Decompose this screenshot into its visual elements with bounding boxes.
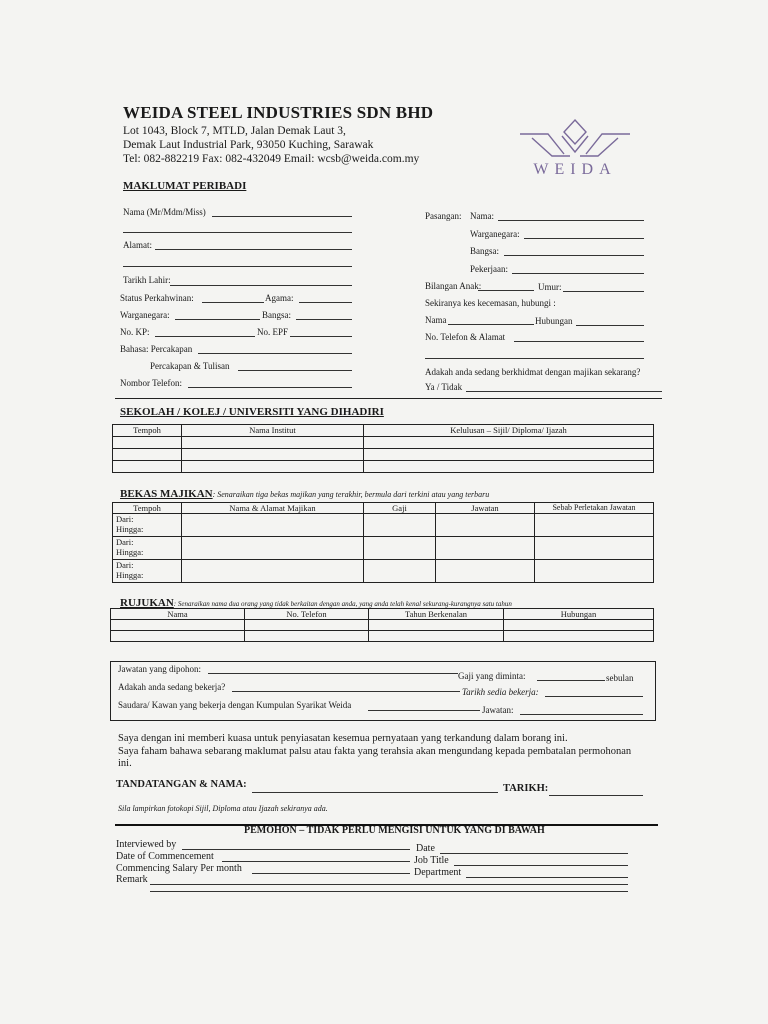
employer-header-jawatan: Jawatan <box>436 503 535 514</box>
status-label: Status Perkahwinan: <box>120 293 194 303</box>
nama-field[interactable] <box>212 216 352 217</box>
reference-header-nama: Nama <box>111 609 245 620</box>
school-section-title: SEKOLAH / KOLEJ / UNIVERSITI YANG DIHADIRI <box>120 406 384 418</box>
tarikh-field[interactable] <box>549 795 643 796</box>
pasangan-warganegara-field[interactable] <box>524 238 644 239</box>
alamat-field-2[interactable] <box>123 266 352 267</box>
telefon-field[interactable] <box>188 387 352 388</box>
tarikh-lahir-label: Tarikh Lahir: <box>123 275 171 285</box>
no-epf-label: No. EPF <box>257 327 289 337</box>
umur-field[interactable] <box>563 291 644 292</box>
saudara-field[interactable] <box>368 710 480 711</box>
job-title-field[interactable] <box>454 865 628 866</box>
pasangan-bangsa-label: Bangsa: <box>470 246 499 256</box>
table-row[interactable] <box>113 461 654 473</box>
bangsa-label: Bangsa: <box>262 310 291 320</box>
declaration-line2: Saya faham bahawa sebarang maklumat palsu atau fakta yang terahsia akan mengundang kepada pembatalan permohonan <box>118 745 632 757</box>
warganegara-field[interactable] <box>175 319 260 320</box>
employer-section-heading <box>120 484 489 502</box>
status-field[interactable] <box>202 302 264 303</box>
bilangan-anak-field[interactable] <box>478 290 534 291</box>
reference-table <box>110 608 654 642</box>
hubungan-field[interactable] <box>576 325 644 326</box>
no-epf-field[interactable] <box>290 336 352 337</box>
jawatan-dipohon-field[interactable] <box>208 673 458 674</box>
jawatan-saudara-field[interactable] <box>520 714 643 715</box>
hingga-label: Hingga: <box>116 547 144 557</box>
office-section-title: PEMOHON – TIDAK PERLU MENGISI UNTUK YANG DI BAWAH <box>244 825 545 836</box>
commencement-label: Date of Commencement <box>116 851 214 862</box>
gaji-diminta-label: Gaji yang diminta: <box>458 671 526 681</box>
agama-field[interactable] <box>299 302 352 303</box>
signature-label: TANDATANGAN & NAMA: <box>116 779 247 790</box>
telefon-label: Nombor Telefon: <box>120 378 182 388</box>
employer-header-gaji: Gaji <box>364 503 436 514</box>
salary-field[interactable] <box>252 873 410 874</box>
declaration-line1: Saya dengan ini memberi kuasa untuk penyiasatan kesemua pernyataan yang terkandung dalam borang ini. <box>118 733 568 744</box>
employer-header-sebab: Sebab Perletakan Jawatan <box>535 503 654 514</box>
school-header-tempoh: Tempoh <box>113 425 182 437</box>
tarikh-label: TARIKH: <box>503 783 549 794</box>
kecemasan-nama-field[interactable] <box>448 324 534 325</box>
date-field[interactable] <box>440 853 628 854</box>
signature-field[interactable] <box>252 792 498 793</box>
jawatan-saudara-label: Jawatan: <box>482 705 514 715</box>
employer-section-title: BEKAS MAJIKAN <box>120 488 213 500</box>
employer-header-tempoh: Tempoh <box>113 503 182 514</box>
remark-field-2[interactable] <box>150 891 628 892</box>
personal-section-title: MAKLUMAT PERIBADI <box>123 180 247 192</box>
bilangan-anak-label: Bilangan Anak: <box>425 281 482 291</box>
table-row[interactable] <box>113 449 654 461</box>
no-kp-field[interactable] <box>155 336 255 337</box>
table-row[interactable] <box>111 631 654 642</box>
berkhidmat-field[interactable] <box>466 391 662 392</box>
berkhidmat-question: Adakah anda sedang berkhidmat dengan majikan sekarang? <box>425 367 641 377</box>
umur-label: Umur: <box>538 282 562 292</box>
dari-label: Dari: <box>116 537 134 547</box>
dari-label: Dari: <box>116 514 134 524</box>
declaration-text <box>118 733 642 771</box>
attachment-note: Sila lampirkan fotokopi Sijil, Diploma atau Ijazah sekiranya ada. <box>118 804 328 813</box>
nama-label: Nama (Mr/Mdm/Miss) <box>123 207 206 217</box>
salary-label: Commencing Salary Per month <box>116 863 242 874</box>
no-kp-label: No. KP: <box>120 327 150 337</box>
kecemasan-nama-label: Nama <box>425 315 447 325</box>
bangsa-field[interactable] <box>296 319 352 320</box>
pasangan-bangsa-field[interactable] <box>504 255 644 256</box>
company-contact: Tel: 082-882219 Fax: 082-432049 Email: wcsb@weida.com.my <box>123 153 420 165</box>
kecemasan-label: Sekiranya kes kecemasan, hubungi : <box>425 298 556 308</box>
warganegara-label: Warganegara: <box>120 310 170 320</box>
declaration-line3: ini. <box>118 758 132 769</box>
pasangan-pekerjaan-field[interactable] <box>512 273 644 274</box>
remark-field[interactable] <box>150 884 628 885</box>
table-row[interactable] <box>111 620 654 631</box>
reference-header-tahun: Tahun Berkenalan <box>369 609 504 620</box>
job-title-label: Job Title <box>414 855 449 866</box>
department-field[interactable] <box>466 877 628 878</box>
employer-section-note: : Senaraikan tiga bekas majikan yang terakhir, bermula dari terkini atau yang terbaru <box>212 490 490 499</box>
telefon-alamat-field-2[interactable] <box>425 358 644 359</box>
date-label: Date <box>416 843 435 854</box>
interviewed-by-label: Interviewed by <box>116 839 177 850</box>
remark-label: Remark <box>116 874 148 885</box>
alamat-label: Alamat: <box>123 240 152 250</box>
table-row[interactable] <box>113 537 654 560</box>
school-header-institut: Nama Institut <box>182 425 364 437</box>
hubungan-label: Hubungan <box>535 316 573 326</box>
telefon-alamat-label: No. Telefon & Alamat <box>425 332 506 342</box>
sedang-bekerja-label: Adakah anda sedang bekerja? <box>118 682 226 692</box>
table-row[interactable] <box>113 560 654 583</box>
reference-header-hubungan: Hubungan <box>504 609 654 620</box>
hingga-label: Hingga: <box>116 524 144 534</box>
agama-label: Agama: <box>265 293 294 303</box>
tarikh-lahir-field[interactable] <box>170 285 352 286</box>
employer-table <box>112 502 654 583</box>
telefon-alamat-field[interactable] <box>514 341 644 342</box>
pasangan-nama-label: Nama: <box>470 211 494 221</box>
interviewed-by-field[interactable] <box>182 849 410 850</box>
employer-header-nama-alamat: Nama & Alamat Majikan <box>182 503 364 514</box>
tarikh-sedia-field[interactable] <box>545 696 643 697</box>
weida-logo <box>512 116 638 178</box>
gaji-diminta-field[interactable] <box>537 680 605 681</box>
ya-tidak-option[interactable]: Ya / Tidak <box>425 382 463 392</box>
divider <box>115 398 662 399</box>
school-header-kelulusan: Kelulusan – Sijil/ Diploma/ Ijazah <box>364 425 654 437</box>
department-label: Department <box>414 867 462 878</box>
dari-label: Dari: <box>116 560 134 570</box>
bahasa-label: Bahasa: Percakapan <box>120 344 193 354</box>
percakapan-tulisan-field[interactable] <box>238 370 352 371</box>
nama-field-2[interactable] <box>123 232 352 233</box>
company-address-line1: Lot 1043, Block 7, MTLD, Jalan Demak Laut 3, <box>123 125 346 137</box>
school-table <box>112 424 654 473</box>
company-address-line2: Demak Laut Industrial Park, 93050 Kuching, Sarawak <box>123 139 374 151</box>
bahasa-percakapan-field[interactable] <box>198 353 352 354</box>
percakapan-tulisan-label: Percakapan & Tulisan <box>150 361 230 371</box>
table-row[interactable] <box>113 514 654 537</box>
sedang-bekerja-field[interactable] <box>232 691 460 692</box>
reference-header-telefon: No. Telefon <box>245 609 369 620</box>
hingga-label: Hingga: <box>116 570 144 580</box>
jawatan-dipohon-label: Jawatan yang dipohon: <box>118 664 201 674</box>
tarikh-sedia-label: Tarikh sedia bekerja: <box>462 687 539 697</box>
svg-text:WEIDA: WEIDA <box>533 161 617 178</box>
pasangan-warganegara-label: Warganegara: <box>470 229 520 239</box>
saudara-label: Saudara/ Kawan yang bekerja dengan Kumpulan Syarikat Weida <box>118 700 352 710</box>
alamat-field[interactable] <box>155 249 352 250</box>
commencement-field[interactable] <box>222 861 410 862</box>
table-row[interactable] <box>113 437 654 449</box>
sebulan-label: sebulan <box>606 673 634 683</box>
reference-section-title: RUJUKAN <box>120 597 174 609</box>
pasangan-label: Pasangan: <box>425 211 462 221</box>
company-name: WEIDA STEEL INDUSTRIES SDN BHD <box>123 103 434 122</box>
reference-section-note: : Senaraikan nama dua orang yang tidak berkaitan dengan anda, yang anda telah kenal sekurang-kurangnya satu tahun <box>173 600 512 608</box>
pasangan-nama-field[interactable] <box>498 220 644 221</box>
pasangan-pekerjaan-label: Pekerjaan: <box>470 264 508 274</box>
